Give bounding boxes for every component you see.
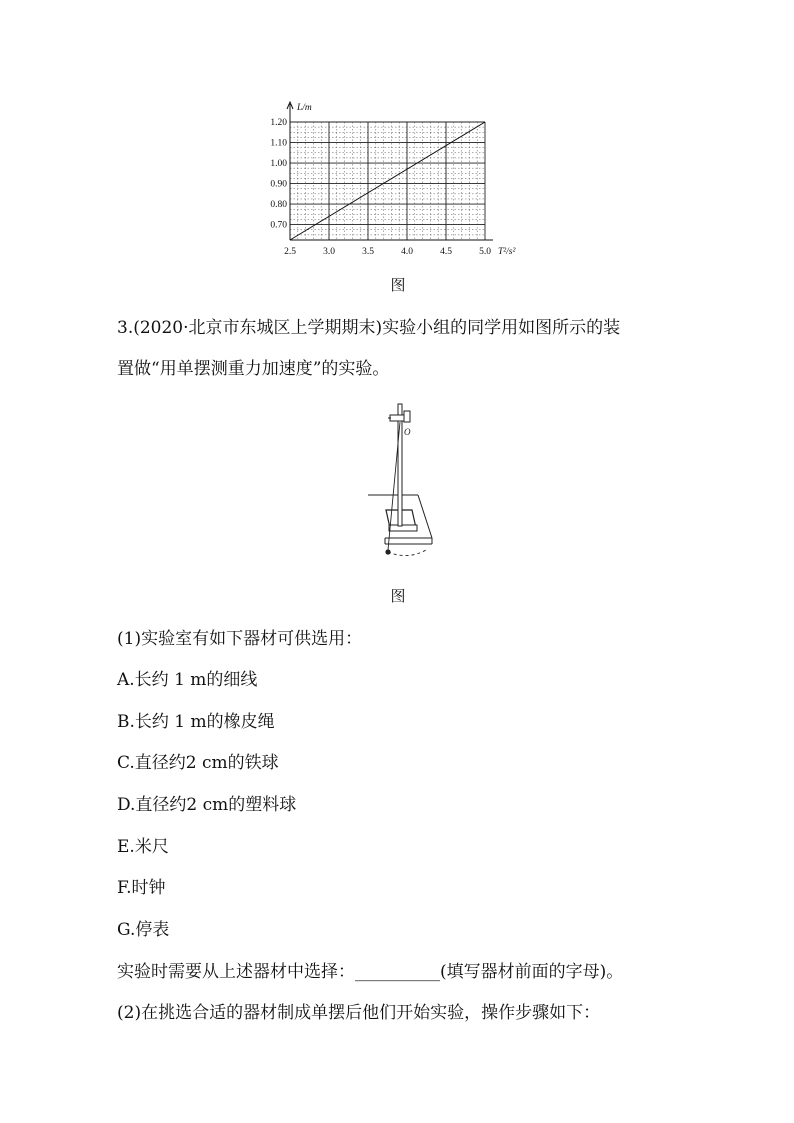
y-tick-label: 1.10 [270,138,287,149]
part1-prompt: (1)实验室有如下器材可供选用： [117,629,363,649]
option-e: E.米尺 [117,837,169,857]
figure-caption-2: 图 [390,587,406,605]
part2-prompt: (2)在挑选合适的器材制成单摆后他们开始实验，操作步骤如下： [117,1003,601,1023]
swing-arc [388,550,426,556]
y-tick-label: 1.20 [270,118,287,128]
x-tick-label: 2.5 [284,247,296,257]
option-a: A.长约 1 m的细线 [117,670,258,690]
y-tick-label: 0.70 [270,220,287,231]
option-f: F.时钟 [117,878,166,898]
option-b: B.长约 1 m的橡皮绳 [117,712,275,732]
x-tick-label: 5.0 [479,247,491,257]
figure-caption-1: 图 [390,276,406,294]
x-tick-label: 3.5 [362,247,374,257]
y-tick-label: 0.80 [270,200,287,211]
x-axis-label: T²/s² [498,247,516,257]
option-c: C.直径约2 cm的铁球 [117,753,279,773]
x-tick-label: 4.0 [401,247,413,257]
option-g: G.停表 [117,920,170,940]
y-axis-label: L/m [297,103,312,113]
option-d: D.直径约2 cm的塑料球 [117,795,297,815]
pivot-label-o: O [404,427,411,437]
part1-answer-line: 实验时需要从上述器材中选择：__________(填写器材前面的字母)。 [117,962,624,982]
x-tick-label: 3.0 [323,247,335,257]
y-tick-label: 1.00 [270,159,287,170]
pendulum-apparatus-diagram [360,398,440,573]
data-line-segment [290,122,485,240]
x-tick-label: 4.5 [440,247,452,257]
l-t2-graph [260,95,550,260]
question-intro-line-2: 置做“用单摆测重力加速度”的实验。 [117,359,390,379]
table-right-edge [418,495,432,538]
question-intro-line-1: 3.(2020·北京市东城区上学期期末)实验小组的同学用如图所示的装 [117,318,621,338]
y-tick-label: 0.90 [270,179,287,190]
